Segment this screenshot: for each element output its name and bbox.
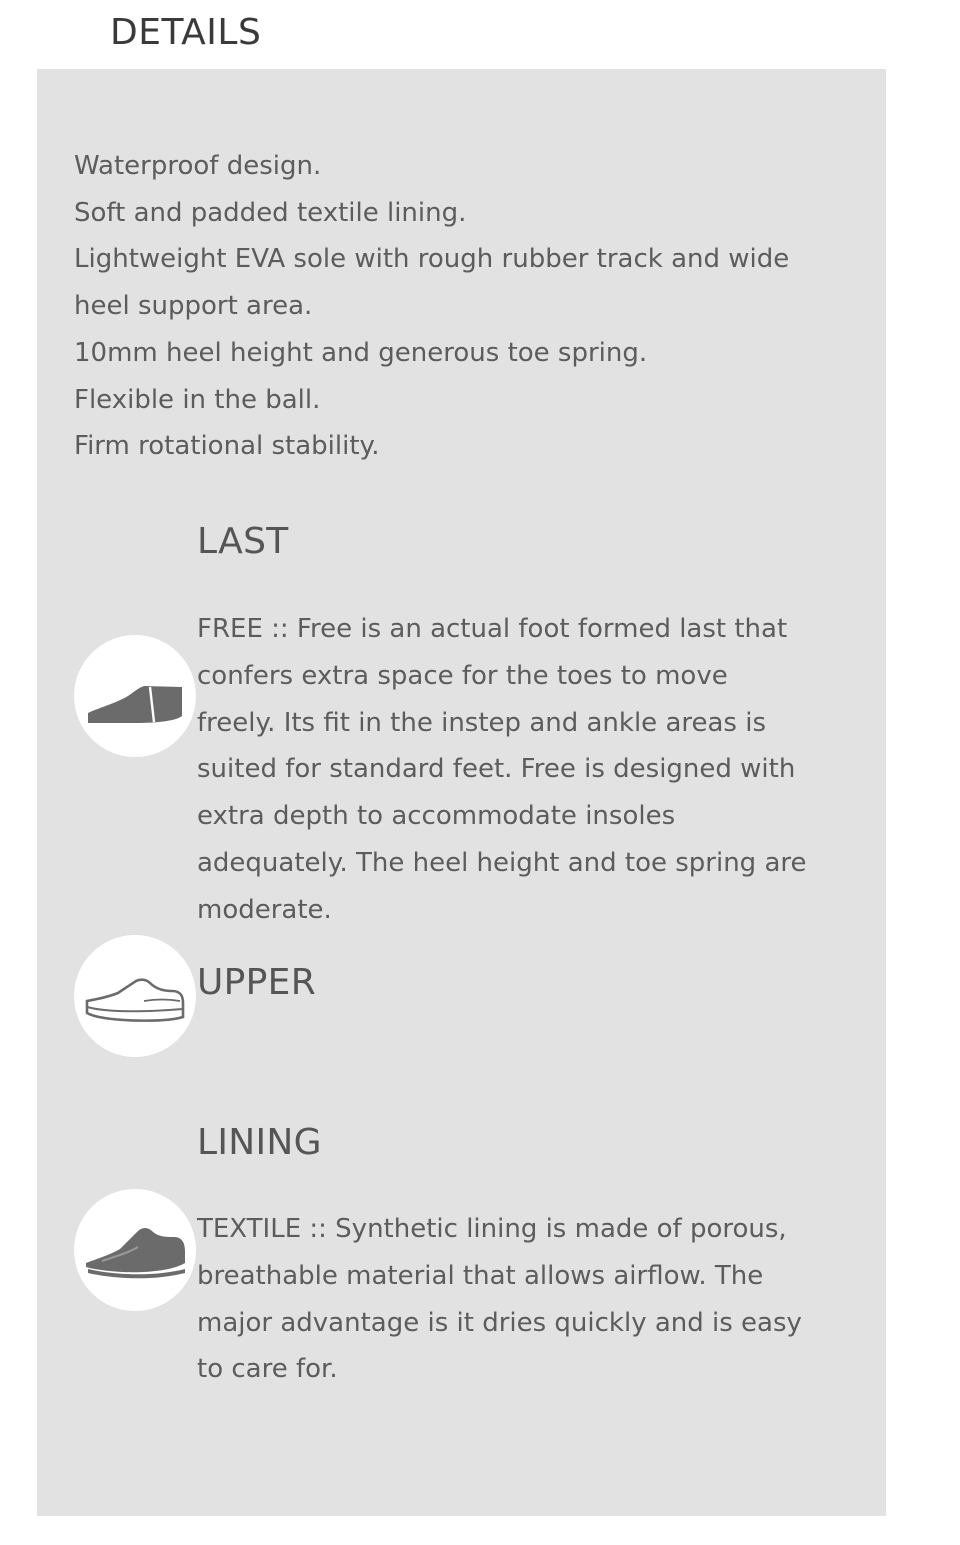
feature-item: Waterproof design. [74,151,322,181]
shoe-last-icon [74,635,196,757]
lining-heading: LINING [197,1122,322,1163]
details-tab-title[interactable]: DETAILS [110,12,262,53]
feature-item: 10mm heel height and generous toe spring. [74,337,648,368]
feature-item: Soft and padded textile lining. [74,197,467,228]
lining-description: TEXTILE :: Synthetic lining is made of porous, breathable material that allows airflow. The major advantage is it dries quickly and is easy to care for. [197,1214,802,1385]
last-heading: LAST [197,521,289,562]
feature-item: Firm rotational stability. [74,431,380,462]
shoe-lining-icon [74,1189,196,1311]
upper-heading: UPPER [197,962,317,1003]
shoe-upper-icon [74,935,196,1057]
feature-item: Lightweight EVA sole with rough rubber track and wide heel support area. [74,244,790,322]
last-description: FREE :: Free is an actual foot formed last that confers extra space for the toes to move freely. Its fit in the instep and ankle areas is suited for standard feet. Free is designed with extra depth to accommodate insoles adequately. The heel height and toe spring are moderate. [197,614,807,925]
feature-item: Flexible in the ball. [74,384,321,415]
feature-list [74,143,834,470]
